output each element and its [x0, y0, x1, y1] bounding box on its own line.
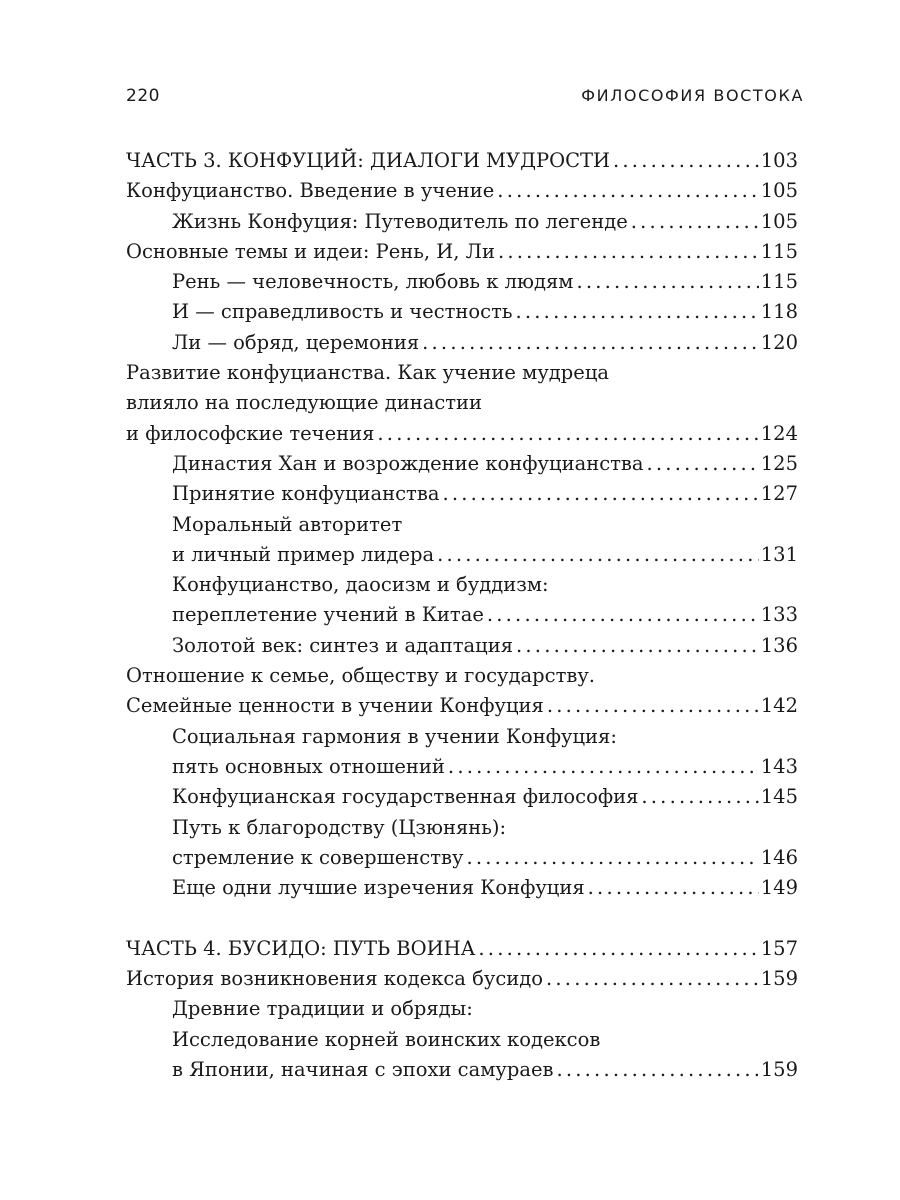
toc-subentry[interactable] [126, 267, 798, 297]
toc-subentry-line[interactable] [126, 994, 798, 1024]
toc-entry-title: Рень — человечность, любовь к людям [172, 270, 574, 294]
dot-leader [497, 176, 758, 206]
toc-entry-page: 133 [760, 603, 798, 627]
toc-entry-title: Отношение к семье, обществу и государству. [126, 664, 596, 688]
toc-entry-title: пять основных отношений [172, 754, 445, 778]
toc-entry-title: Конфуцианство, даосизм и буддизм: [172, 573, 549, 597]
toc-entry-page: 159 [760, 967, 798, 991]
dot-leader [448, 752, 759, 782]
toc-entry-page: 131 [760, 542, 798, 566]
toc-entry-page: 145 [760, 785, 798, 809]
toc-entry-page: 120 [760, 330, 798, 354]
toc-entry-title: стремление к совершенству [172, 845, 464, 869]
toc-entry-line[interactable] [126, 661, 798, 691]
dot-leader [547, 691, 759, 721]
toc-entry-title: и философские течения [126, 421, 375, 445]
dot-leader [487, 600, 759, 630]
toc-entry-page: 103 [760, 149, 798, 172]
toc-entry-title: Путь к благородству (Цзюнянь): [172, 815, 507, 839]
dot-leader [422, 328, 759, 358]
dot-leader [516, 631, 759, 661]
toc-entry-page: 143 [760, 754, 798, 778]
toc-entry-part-4[interactable] [126, 934, 798, 964]
toc-entry-page: 142 [760, 694, 798, 718]
toc-entry-title: Исследование корней воинских кодексов [172, 1027, 601, 1051]
toc-entry-page: 118 [760, 300, 798, 324]
toc-entry-title: Развитие конфуцианства. Как учение мудреца [126, 361, 609, 385]
toc-entry-title: И — справедливость и честность [172, 300, 513, 324]
toc-entry-title: Ли — обряд, церемония [172, 330, 420, 354]
toc-entry-page: 105 [760, 209, 798, 233]
toc-entry-page: 159 [760, 1057, 798, 1081]
toc-entry-page: 146 [760, 845, 798, 869]
toc-entry-title: Конфуцианская государственная философия [172, 785, 639, 809]
dot-leader [556, 1055, 758, 1085]
toc-subentry-line[interactable] [126, 510, 798, 540]
toc-entry-page: 125 [760, 451, 798, 475]
toc-subentry[interactable] [126, 540, 798, 570]
toc-subentry-line[interactable] [126, 722, 798, 752]
toc-entry-page: 149 [760, 876, 798, 900]
dot-leader [478, 934, 758, 964]
toc-entry-title: Династия Хан и возрождение конфуцианства [172, 451, 644, 475]
dot-leader [442, 479, 758, 509]
toc-entry-title: Моральный авторитет [172, 512, 403, 536]
toc-entry-title: Семейные ценности в учении Конфуция [126, 694, 544, 718]
toc-entry-title: ЧАСТЬ 3. КОНФУЦИЙ: ДИАЛОГИ МУДРОСТИ [126, 149, 611, 172]
toc-entry-page: 157 [760, 936, 798, 960]
toc-entry[interactable] [126, 964, 798, 994]
toc-entry-title: в Японии, начиная с эпохи самураев [172, 1057, 554, 1081]
toc-entry-title: и личный пример лидера [172, 542, 435, 566]
toc-entry-title: Древние традиции и обряды: [172, 997, 473, 1021]
toc-entry-line[interactable] [126, 358, 798, 388]
toc-entry-title: переплетение учений в Китае [172, 603, 484, 627]
toc-subentry[interactable] [126, 328, 798, 358]
dot-leader [641, 782, 758, 812]
toc-subentry[interactable] [126, 631, 798, 661]
dot-leader [631, 207, 759, 237]
running-title: ФИЛОСОФИЯ ВОСТОКА [581, 86, 804, 105]
toc-subentry[interactable] [126, 782, 798, 812]
toc-entry[interactable] [126, 691, 798, 721]
toc-entry-title: История возникновения кодекса бусидо [126, 967, 544, 991]
toc-entry-title: Основные темы и идеи: Рень, И, Ли [126, 239, 495, 263]
toc-subentry-line[interactable] [126, 570, 798, 600]
dot-leader [377, 419, 758, 449]
toc-subentry[interactable] [126, 207, 798, 237]
toc-subentry[interactable] [126, 873, 798, 903]
toc-subentry[interactable] [126, 479, 798, 509]
toc-entry-title: ЧАСТЬ 4. БУСИДО: ПУТЬ ВОИНА [126, 936, 476, 960]
toc-subentry[interactable] [126, 449, 798, 479]
toc-subentry[interactable] [126, 843, 798, 873]
toc-entry-title: Конфуцианство. Введение в учение [126, 179, 495, 203]
toc-subentry[interactable] [126, 600, 798, 630]
toc-entry-page: 127 [760, 482, 798, 506]
toc-entry-page: 124 [760, 421, 798, 445]
table-of-contents [126, 146, 798, 1085]
dot-leader [546, 964, 759, 994]
toc-entry-title: Жизнь Конфуция: Путеводитель по легенде [172, 209, 628, 233]
toc-entry-title: Принятие конфуцианства [172, 482, 440, 506]
dot-leader [588, 873, 759, 903]
toc-entry-page: 115 [760, 239, 798, 263]
toc-entry-page: 105 [760, 179, 798, 203]
toc-entry-page: 136 [760, 633, 798, 657]
toc-entry-title: влияло на последующие династии [126, 391, 483, 415]
toc-entry-page: 115 [760, 270, 798, 294]
page-number: 220 [126, 86, 160, 106]
toc-subentry[interactable] [126, 752, 798, 782]
dot-leader [466, 843, 758, 873]
dot-leader [437, 540, 759, 570]
dot-leader [576, 267, 758, 297]
toc-subentry[interactable] [126, 297, 798, 327]
toc-entry-title: Золотой век: синтез и адаптация [172, 633, 513, 657]
toc-subentry-line[interactable] [126, 1025, 798, 1055]
toc-entry-part-3[interactable] [126, 146, 798, 176]
toc-entry[interactable] [126, 237, 798, 267]
toc-subentry[interactable] [126, 1055, 798, 1085]
toc-entry[interactable] [126, 419, 798, 449]
dot-leader [647, 449, 759, 479]
toc-entry-title: Еще одни лучшие изречения Конфуция [172, 876, 585, 900]
toc-entry[interactable] [126, 176, 798, 206]
page-header [126, 86, 804, 110]
dot-leader [613, 146, 759, 176]
toc-entry-title: Социальная гармония в учении Конфуция: [172, 724, 617, 748]
toc-subentry-line[interactable] [126, 813, 798, 843]
dot-leader [515, 297, 758, 327]
dot-leader [498, 237, 759, 267]
toc-entry-line[interactable] [126, 388, 798, 418]
